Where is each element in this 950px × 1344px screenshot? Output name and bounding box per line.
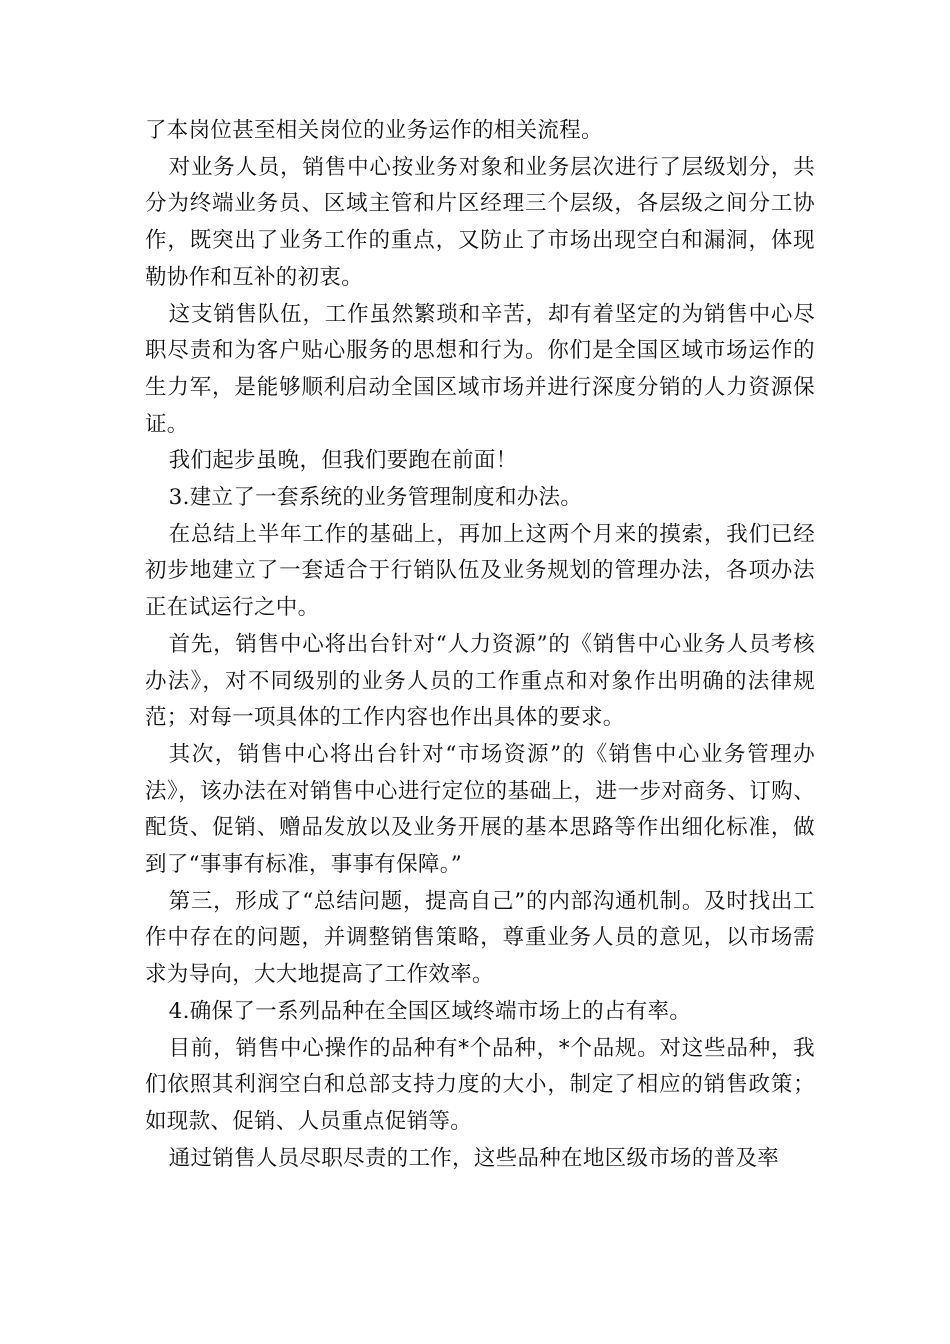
document-body [145,113,815,1177]
paragraph-management-methods: 在总结上半年工作的基础上，再加上这两个月来的摸索，我们已经初步地建立了一套适合于行销队伍及业务规划的管理办法，各项办法正在试运行之中。 [145,521,815,621]
paragraph-first: 首先，销售中心将出台针对“人力资源”的《销售中心业务人员考核办法》，对不同级别的业务人员的工作重点和对象作出明确的法律规范；对每一项具体的工作内容也作出具体的要求。 [145,631,815,731]
paragraph-sales-team: 这支销售队伍，工作虽然繁琐和辛苦，却有着坚定的为销售中心尽职尽责和为客户贴心服务的思想和行为。你们是全国区域市场运作的生力军，是能够顺利启动全国区域市场并进行深度分销的人力资源保证。 [145,301,815,437]
paragraph-continuation: 了本岗位甚至相关岗位的业务运作的相关流程。 [145,118,603,143]
paragraph-third: 第三，形成了“总结问题，提高自己”的内部沟通机制。及时找出工作中存在的问题，并调整销售策略，尊重业务人员的意见，以市场需求为导向，大大地提高了工作效率。 [145,888,815,988]
paragraph-products: 目前，销售中心操作的品种有*个品种，*个品规。对这些品种，我们依照其利润空白和总部支持力度的大小，制定了相应的销售政策；如现款、促销、人员重点促销等。 [145,1035,815,1134]
paragraph-penetration: 通过销售人员尽职尽责的工作，这些品种在地区级市场的普及率 [168,1145,780,1171]
paragraph-sales-staff-levels: 对业务人员，销售中心按业务对象和业务层次进行了层级划分，共分为终端业务员、区域主管和片区经理三个层级，各层级之间分工协作，既突出了业务工作的重点，又防止了市场出现空白和漏洞，体现勒协作和互补的初衷。 [145,154,815,290]
paragraph-slogan: 我们起步虽晚，但我们要跑在前面！ [168,448,518,474]
section-heading-4: 4.确保了一系列品种在全国区域终端市场上的占有率。 [168,998,692,1024]
section-heading-3: 3.建立了一套系统的业务管理制度和办法。 [168,485,583,511]
paragraph-second: 其次，销售中心将出台针对“市场资源”的《销售中心业务管理办法》，该办法在对销售中心进行定位的基础上，进一步对商务、订购、配货、促销、赠品发放以及业务开展的基本思路等作出细化标准，做到了“事事有标准，事事有保障。” [145,741,815,878]
